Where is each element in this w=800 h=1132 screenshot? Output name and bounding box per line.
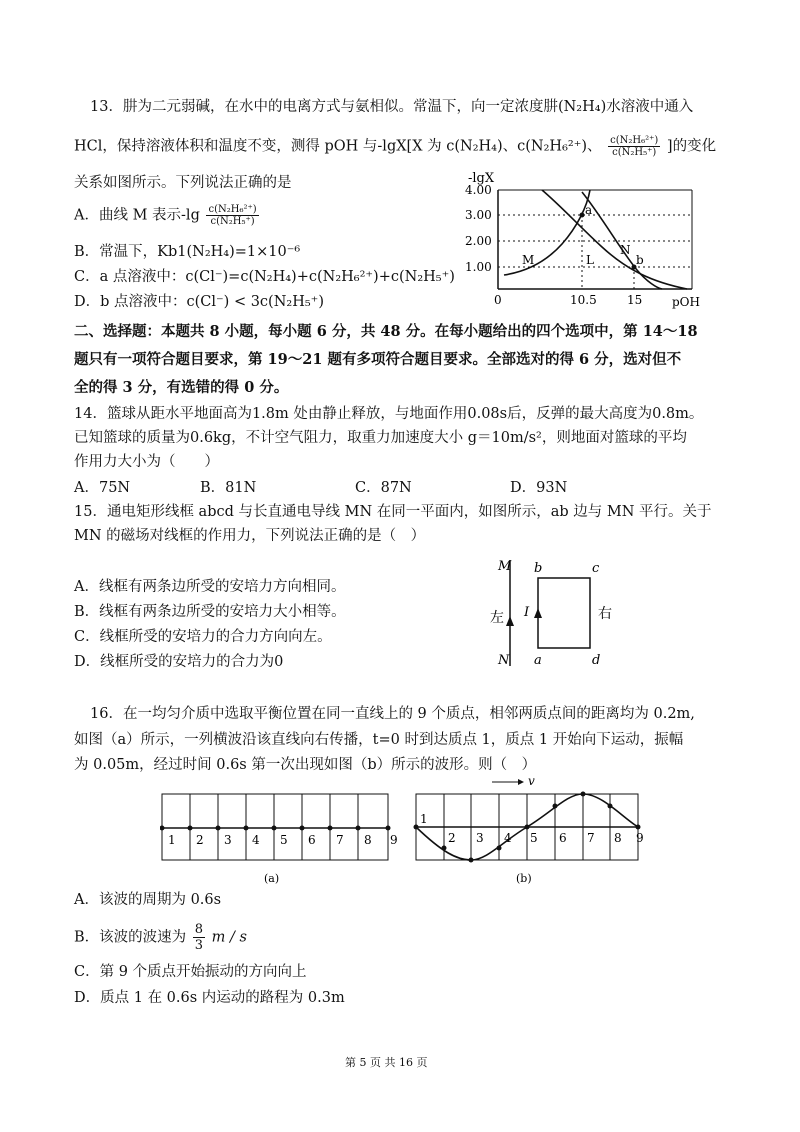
q13-line1: 13．肼为二元弱碱，在水中的电离方式与氨相似。常温下，向一定浓度肼(N₂H₄)水溶液中通入	[90, 99, 694, 115]
fraction-denominator: 3	[194, 938, 204, 953]
wire-arrow-icon	[506, 616, 514, 626]
option-b-text: B．该波的波速为	[74, 929, 187, 946]
q13-option-d: D．b 点溶液中：c(Cl⁻) < 3c(N₂H₅⁺)	[74, 294, 324, 310]
q13-line2-end: ]的变化	[666, 138, 717, 155]
label-b: b	[534, 561, 543, 576]
q13-line2	[74, 135, 716, 158]
q13-option-b: B．常温下，Kb1(N₂H₄)=1×10⁻⁶	[74, 244, 301, 260]
fraction-numerator: c(N₂H₆²⁺)	[208, 204, 257, 215]
q14-line3: 作用力大小为（ ）	[74, 454, 219, 470]
b-point-4: 4	[504, 831, 512, 845]
q15-option-c: C．线框所受的安培力的合力方向向左。	[74, 629, 332, 645]
loop-abcd	[538, 578, 590, 648]
velocity-arrow-icon	[518, 779, 524, 785]
q14-option-d: D．93N	[510, 480, 568, 496]
b-point-8: 8	[614, 831, 622, 845]
xtick-10-5: 10.5	[570, 293, 597, 307]
q13-line2-text: HCl，保持溶液体积和温度不变，测得 pOH 与-lgX[X 为 c(N₂H₄)、c(N₂H₆²⁺)、	[74, 138, 602, 155]
option-a-fraction	[206, 204, 258, 227]
q16-line1: 16．在一均匀介质中选取平衡位置在同一直线上的 9 个质点，相邻两质点间的距离均为 0.2m,	[90, 706, 695, 722]
figure-b-caption: (b)	[516, 872, 532, 885]
label-I: I	[524, 605, 530, 620]
ytick-3: 3.00	[465, 208, 492, 222]
q13-option-c: C．a 点溶液中：c(Cl⁻)=c(N₂H₄)+c(N₂H₆²⁺)+c(N₂H₅⁺)	[74, 269, 455, 285]
q13-option-a	[74, 204, 261, 227]
label-a: a	[534, 653, 542, 668]
q13-line2-fraction	[608, 135, 660, 158]
figure-a-caption: (a)	[264, 872, 280, 885]
q16-figure-b	[412, 772, 648, 890]
q15-option-a: A．线框有两条边所受的安培力方向相同。	[74, 579, 346, 595]
loop-current-arrow-icon	[534, 608, 542, 618]
ytick-2: 2.00	[465, 234, 492, 248]
label-c: c	[592, 561, 600, 576]
label-a: a	[585, 203, 593, 217]
q13-line3: 关系如图所示。下列说法正确的是	[74, 175, 292, 191]
xtick-15: 15	[627, 293, 643, 307]
graph-ylabel: -lgX	[468, 172, 495, 186]
b-point-7: 7	[587, 831, 595, 845]
a-point-3: 3	[224, 833, 232, 847]
q16-figure-a	[160, 790, 400, 890]
q15-option-b: B．线框有两条边所受的安培力大小相等。	[74, 604, 346, 620]
fraction-numerator: 8	[194, 922, 204, 937]
q14-option-a: A．75N	[74, 480, 131, 496]
option-b-unit: m / s	[211, 929, 247, 946]
q15-line2: MN 的磁场对线框的作用力，下列说法正确的是（ ）	[74, 528, 426, 544]
q15-line1: 15．通电矩形线框 abcd 与长直通电导线 MN 在同一平面内，如图所示，ab 边与 MN 平行。关于	[74, 504, 712, 520]
option-b-fraction	[193, 922, 205, 953]
q14-option-b: B．81N	[200, 480, 257, 496]
b-point-6: 6	[559, 831, 567, 845]
point-a-marker	[580, 213, 585, 218]
a-point-6: 6	[308, 833, 316, 847]
label-M: M	[522, 253, 535, 267]
q14-line1: 14．篮球从距水平地面高为1.8m 处由静止释放，与地面作用0.08s后，反弹的最大高度为0.8m。	[74, 406, 704, 422]
q15-figure	[490, 556, 620, 671]
b-point-2: 2	[448, 831, 456, 845]
label-right: 右	[598, 606, 612, 622]
label-M: M	[498, 559, 512, 574]
b-point-5: 5	[530, 831, 538, 845]
ytick-1: 1.00	[465, 260, 492, 274]
a-point-7: 7	[336, 833, 344, 847]
a-point-8: 8	[364, 833, 372, 847]
option-a-text: A．曲线 M 表示-lg	[74, 207, 200, 224]
curve-M	[504, 190, 593, 275]
page-footer: 第 5 页 共 16 页	[345, 1056, 428, 1069]
section2-line2: 题只有一项符合题目要求，第 19～21 题有多项符合题目要求。全部选对的得 6 分，选对但不	[74, 351, 682, 368]
label-left: 左	[490, 610, 504, 626]
section2-line3: 全的得 3 分，有选错的得 0 分。	[74, 379, 289, 396]
q13-graph	[462, 172, 712, 312]
fraction-numerator: c(N₂H₆²⁺)	[610, 135, 659, 146]
graph-xlabel: pOH	[672, 295, 700, 309]
q16-option-b	[74, 922, 247, 953]
b-point-9: 9	[636, 831, 644, 845]
label-L: L	[586, 253, 594, 267]
fraction-denominator: c(N₂H₅⁺)	[612, 147, 657, 158]
velocity-label: v	[528, 774, 535, 788]
a-point-5: 5	[280, 833, 288, 847]
label-b: b	[636, 253, 644, 267]
b-point-3: 3	[476, 831, 484, 845]
xtick-0: 0	[494, 293, 502, 307]
label-N: N	[620, 243, 631, 257]
fraction-denominator: c(N₂H₅⁺)	[210, 216, 255, 227]
a-point-2: 2	[196, 833, 204, 847]
q14-option-c: C．87N	[355, 480, 412, 496]
q15-option-d: D．线框所受的安培力的合力为0	[74, 654, 284, 670]
section2-line1: 二、选择题：本题共 8 小题，每小题 6 分，共 48 分。在每小题给出的四个选项中，第 14～18	[74, 323, 698, 340]
q16-option-a: A．该波的周期为 0.6s	[74, 892, 222, 908]
q16-line2: 如图（a）所示，一列横波沿该直线向右传播，t=0 时到达质点 1，质点 1 开始向下运动，振幅	[74, 732, 684, 748]
q16-line3: 为 0.05m，经过时间 0.6s 第一次出现如图（b）所示的波形。则（ ）	[74, 757, 537, 773]
a-point-9: 9	[390, 833, 398, 847]
q14-line2: 已知篮球的质量为0.6kg，不计空气阻力，取重力加速度大小 g＝10m/s²，则地面对篮球的平均	[74, 430, 687, 446]
b-point-1: 1	[420, 812, 428, 826]
label-N: N	[498, 653, 510, 668]
a-point-1: 1	[168, 833, 176, 847]
label-d: d	[592, 653, 601, 668]
q16-option-c: C．第 9 个质点开始振动的方向向上	[74, 964, 307, 980]
q16-option-d: D．质点 1 在 0.6s 内运动的路程为 0.3m	[74, 990, 345, 1006]
a-point-4: 4	[252, 833, 260, 847]
ytick-4: 4.00	[465, 183, 492, 197]
